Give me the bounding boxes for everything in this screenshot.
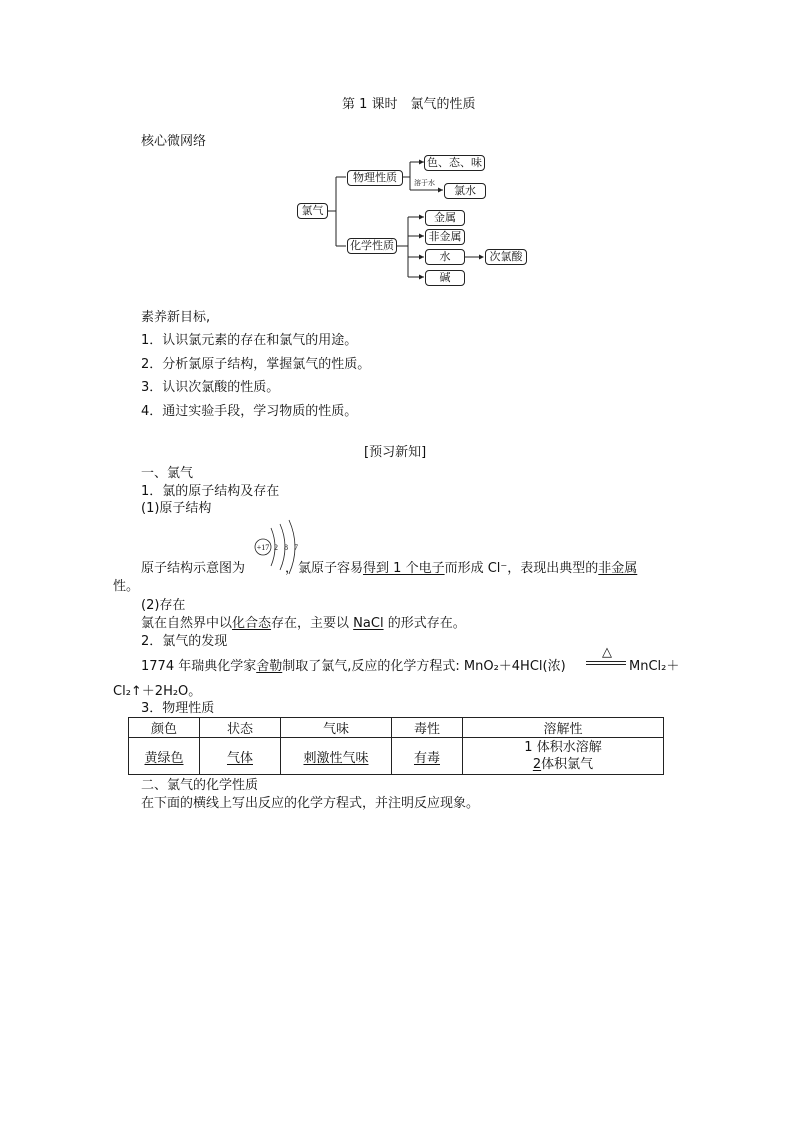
structure-sentence: 原子结构示意图为 ，氯原子容易得到 1 个电子而形成 Cl⁻，表现出典型的非金属 (141, 561, 638, 576)
existence-sentence: 氯在自然界中以化合态存在，主要以 NaCl 的形式存在。 (141, 616, 466, 631)
table-header: 溶解性 (463, 718, 664, 738)
physical-properties-table (128, 717, 664, 775)
node-color-state-smell: 色、态、味 (424, 155, 485, 171)
goal-item: 2．分析氯原子结构，掌握氯气的性质。 (141, 357, 371, 372)
table-header: 气味 (281, 718, 392, 738)
atom-shell-label: 8 (284, 543, 288, 552)
node-chlorine: 氯气 (297, 203, 328, 219)
section1-heading: 一、氯气 (141, 466, 194, 481)
goals-heading: 素养新目标, (141, 310, 211, 325)
table-cell: 气体 (200, 738, 281, 775)
node-hypochlorous-acid: 次氯酸 (485, 249, 527, 265)
goal-item: 4．通过实验手段，学习物质的性质。 (141, 404, 358, 419)
preview-heading: [预习新知] (364, 445, 427, 460)
table-cell-solubility: 1 体积水溶解 2体积氯气 (463, 738, 664, 775)
node-chemical-properties: 化学性质 (347, 238, 397, 254)
core-network-heading: 核心微网络 (141, 134, 207, 149)
table-header-row (129, 718, 664, 738)
goal-item: 1．认识氯元素的存在和氯气的用途。 (141, 333, 358, 348)
discovery-sentence-end: Cl₂↑＋2H₂O。 (113, 684, 202, 699)
discovery-product: MnCl₂＋ (629, 659, 680, 674)
node-metal: 金属 (425, 210, 465, 226)
node-water: 水 (425, 249, 465, 265)
answer-gain-electron: 得到 1 个电子 (363, 561, 445, 576)
page-title: 第 1 课时 氯气的性质 (342, 97, 476, 112)
table-row (129, 738, 664, 775)
structure-sentence-end: 性。 (113, 579, 140, 594)
table-header: 状态 (200, 718, 281, 738)
node-base: 碱 (425, 270, 465, 286)
dissolve-label: 溶于水 (414, 179, 435, 187)
subheading-structure: (1)原子结构 (141, 501, 212, 516)
answer-combined-state: 化合态 (232, 616, 272, 631)
subheading-atomic-structure: 1．氯的原子结构及存在 (141, 484, 280, 499)
table-header: 毒性 (392, 718, 463, 738)
concept-map-lines (280, 150, 540, 290)
atom-nucleus-label: +17 (256, 543, 270, 552)
node-chlorine-water: 氯水 (444, 183, 486, 199)
node-physical-properties: 物理性质 (347, 170, 403, 186)
answer-nonmetal: 非金属 (598, 561, 638, 576)
reaction-equals-sign (586, 661, 626, 665)
subheading-existence: (2)存在 (141, 598, 186, 613)
node-nonmetal: 非金属 (425, 229, 465, 245)
reaction-condition-heat: △ (602, 645, 612, 660)
table-cell: 有毒 (392, 738, 463, 775)
atom-shell-label: 7 (294, 543, 298, 552)
table-cell: 刺激性气味 (281, 738, 392, 775)
table-header: 颜色 (129, 718, 200, 738)
subheading-discovery: 2．氯气的发现 (141, 634, 228, 649)
discovery-sentence: 1774 年瑞典化学家舍勒制取了氯气,反应的化学方程式: MnO₂＋4HCl(浓) (141, 659, 566, 674)
answer-nacl: NaCl (353, 616, 384, 631)
atom-shell-label: 2 (274, 543, 278, 552)
answer-scheele: 舍勒 (256, 659, 283, 674)
goal-item: 3．认识次氯酸的性质。 (141, 380, 280, 395)
section2-instruction: 在下面的横线上写出反应的化学方程式，并注明反应现象。 (141, 796, 480, 811)
subheading-physical-properties: 3．物理性质 (141, 701, 215, 716)
section2-heading: 二、氯气的化学性质 (141, 778, 259, 793)
table-cell: 黄绿色 (129, 738, 200, 775)
